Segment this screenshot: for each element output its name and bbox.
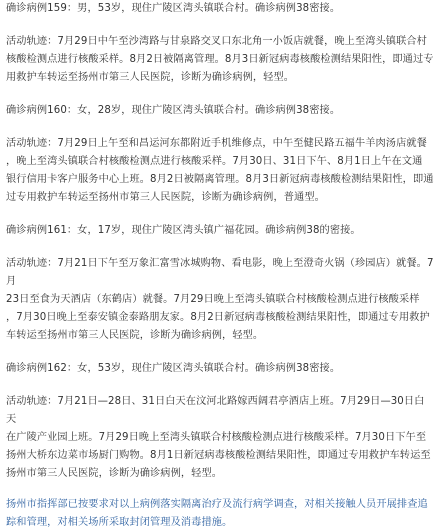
headquarters-notice: [6, 496, 434, 532]
paragraph-gap: [6, 18, 434, 33]
text-line: 活动轨迹：7月29日上午至和昌运河东都附近手机维修点，中午至健民路五福牛羊肉汤店就餐: [6, 138, 427, 149]
text-line: 车转运至扬州市第三人民医院，诊断为确诊病例，轻型。: [6, 330, 264, 341]
article-body: [6, 0, 434, 532]
text-line: 确诊病例161：女，17岁，现住广陵区湾头镇广福花园。确诊病例38的密接。: [6, 225, 361, 236]
text-line: 核酸检测点进行核酸采样。8月2日被隔离管理。8月3日新冠病毒核酸检测结果阳性，即通过专: [6, 54, 434, 65]
text-line: 扬州大桥东边菜市场厨门购物。8月1日新冠病毒核酸检测结果阳性，即通过专用救护车转运至: [6, 450, 431, 461]
text-line: 扬州市第三人民医院，诊断为确诊病例，轻型。: [6, 468, 223, 479]
case-162-activity-track: [6, 393, 434, 483]
text-line: 踪和管理，对相关场所采取封闭管理及消毒措施。: [6, 517, 233, 528]
text-line: 银行信用卡客户服务中心上班。8月2日被隔离管理。8月3日新冠病毒核酸检测结果阳性，即通: [6, 174, 434, 185]
text-line: 过专用救护车转运至扬州市第三人民医院，诊断为确诊病例，普通型。: [6, 192, 325, 203]
case-159-summary: [6, 0, 434, 18]
paragraph-gap: [6, 378, 434, 393]
text-line: 确诊病例160：女，28岁，现住广陵区湾头镇联合村。确诊病例38密接。: [6, 105, 341, 116]
text-line: 活动轨迹：7月21日下午至万象汇富雪冰城购物、看电影，晚上至澄奇火锅（珍园店）就餐。7月: [6, 258, 434, 287]
case-160-summary: [6, 102, 434, 120]
text-line: 确诊病例159：男，53岁，现住广陵区湾头镇联合村。确诊病例38密接。: [6, 3, 341, 14]
text-line: 活动轨迹：7月21日—28日、31日白天在汶河北路嫁西阔君亭酒店上班。7月29日—30日白天: [6, 396, 425, 425]
case-160-activity-track: [6, 135, 434, 207]
paragraph-gap: [6, 345, 434, 360]
text-line: 在广陵产业园上班。7月29日晚上至湾头镇联合村核酸检测点进行核酸采样。7月30日下午至: [6, 432, 427, 443]
paragraph-gap: [6, 87, 434, 102]
text-line: 活动轨迹：7月29日中午至沙湾路与甘泉路交叉口东北角一小饭店就餐，晚上至湾头镇联合村: [6, 36, 427, 47]
text-line: 确诊病例162：女，53岁，现住广陵区湾头镇联合村。确诊病例38密接。: [6, 363, 341, 374]
paragraph-gap: [6, 120, 434, 135]
case-162-summary: [6, 360, 434, 378]
text-line: ，7月30日晚上至泰安镇金泰路朋友家。8月2日新冠病毒核酸检测结果阳性，即通过专用救护: [6, 312, 430, 323]
case-161-activity-track: [6, 255, 434, 345]
paragraph-gap: [6, 207, 434, 222]
case-159-activity-track: [6, 33, 434, 87]
text-line: ，晚上至湾头镇联合村核酸检测点进行核酸采样。7月30日、31日下午、8月1日上午在文通: [6, 156, 423, 167]
text-line: 扬州市指挥部已按要求对以上病例落实隔离治疗及流行病学调查，对相关接触人员开展排查追: [6, 499, 428, 510]
text-line: 用救护车转运至扬州市第三人民医院，诊断为确诊病例，轻型。: [6, 72, 295, 83]
paragraph-gap: [6, 240, 434, 255]
paragraph-gap: [6, 483, 434, 496]
case-161-summary: [6, 222, 434, 240]
text-line: 23日至食为天酒店（东鹤店）就餐。7月29日晚上至湾头镇联合村核酸检测点进行核酸采样: [6, 294, 420, 305]
